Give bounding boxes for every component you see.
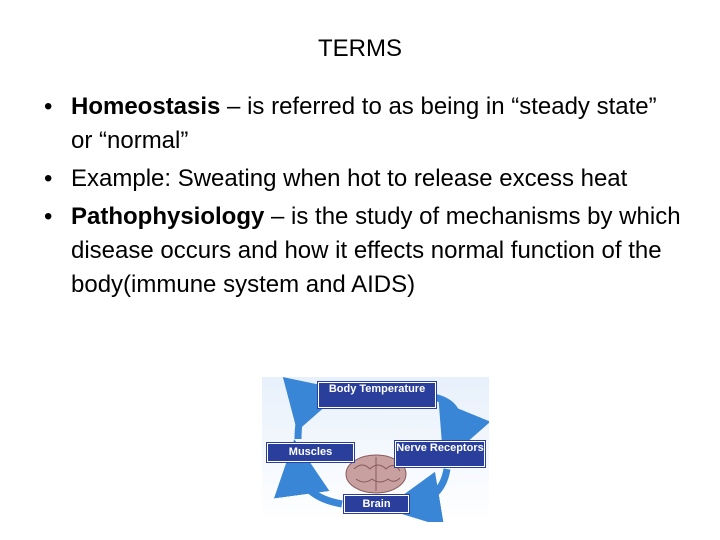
bullet-marker: • <box>44 165 53 192</box>
example-text: Example: Sweating when hot to release excess heat <box>71 165 628 192</box>
term-pathophysiology: Pathophysiology <box>71 203 265 230</box>
bullet-marker: • <box>44 93 53 120</box>
bullet-item-homeostasis <box>44 90 684 158</box>
arrow-muscle-to-temp <box>298 397 317 439</box>
bullet-marker: • <box>44 203 53 230</box>
slide-title: TERMS <box>318 35 402 62</box>
arrow-nerve-to-brain <box>412 469 447 504</box>
node-brain: Brain <box>344 495 409 513</box>
arrow-temp-to-nerve <box>434 397 458 437</box>
node-nerve-receptors: Nerve Receptors <box>395 441 485 467</box>
homeostasis-cycle-diagram <box>262 377 489 522</box>
definition-homeostasis: – is referred to as being in “steady state” or “normal” <box>71 93 657 154</box>
bullet-item-pathophysiology <box>44 200 684 302</box>
term-homeostasis: Homeostasis <box>71 93 221 120</box>
node-body-temperature: Body Temperature <box>318 382 436 408</box>
bullet-list <box>44 90 684 306</box>
bullet-item-example <box>44 162 684 196</box>
arrow-brain-to-muscle <box>298 467 342 504</box>
definition-pathophysiology: – is the study of mechanisms by which disease occurs and how it effects normal function of the body(immune system and AIDS) <box>71 203 681 298</box>
node-muscles: Muscles <box>267 443 354 462</box>
